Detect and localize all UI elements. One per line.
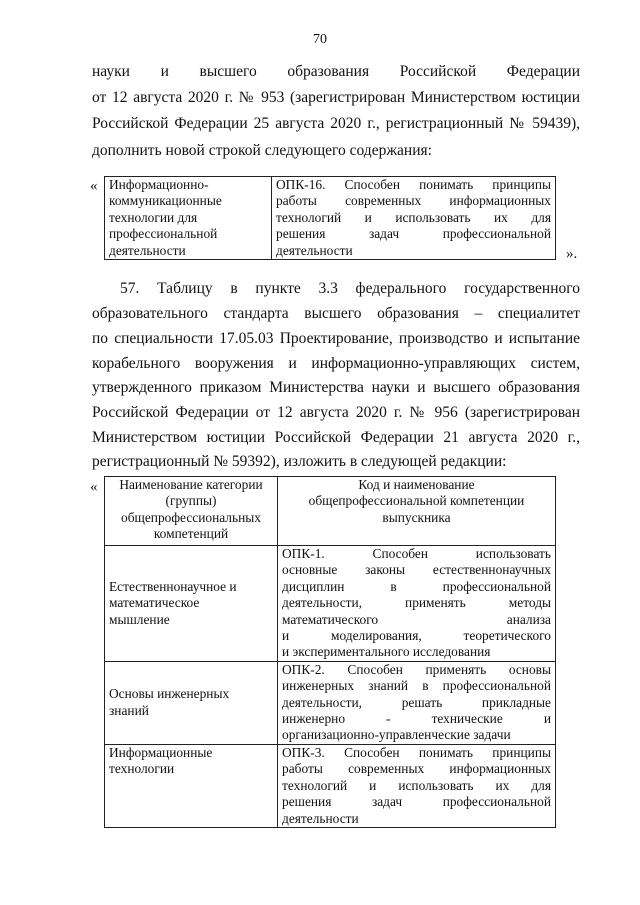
para1-line-3: Российской Федерации 25 августа 2020 г., регистрационный № 59439), [92, 115, 580, 132]
table1-right-cell [272, 177, 556, 260]
row1-right-line: и моделирования, теоретического [282, 628, 551, 644]
para2-line-4: корабельного вооружения и информационно-управляющих систем, [92, 355, 580, 372]
table1-right-line: технологий и использовать их для [276, 209, 551, 225]
row1-left-line: математическое [109, 595, 200, 611]
table2-row1-left [105, 546, 278, 662]
quote-open-1: « [90, 178, 98, 194]
table1-right-line: деятельности [276, 242, 353, 258]
header-right-line: общепрофессиональной компетенции [308, 493, 525, 509]
para2-line-3: по специальности 17.05.03 Проектирование, производство и испытание [92, 330, 580, 347]
table-1 [104, 176, 556, 260]
row3-right-line: деятельности [282, 810, 359, 826]
table1-right-line: решения задач профессиональной [276, 226, 551, 242]
row2-right-line: деятельности, решать прикладные [282, 694, 551, 710]
row2-right-line: инженерно - технические и [282, 711, 551, 727]
row1-left-line: мышление [109, 611, 170, 627]
table1-left-line: Информационно- [109, 177, 209, 192]
para1-line-1: науки и высшего образования Российской Федерации [92, 63, 580, 80]
table2-row3-right [278, 744, 556, 827]
table2-row2-right [278, 661, 556, 744]
table-row [105, 546, 556, 662]
header-left-line: (группы) [165, 493, 217, 509]
row3-right-line: решения задач профессиональной [282, 794, 551, 810]
table1-left-line: профессиональной [109, 226, 218, 242]
para2-line-2: образовательного стандарта высшего образования – специалитет [92, 305, 580, 322]
table-row [105, 177, 556, 260]
para2-line-5: утвержденного приказом Министерства науки и высшего образования [92, 379, 580, 396]
para1-line-2: от 12 августа 2020 г. № 953 (зарегистрирован Министерством юстиции [92, 89, 580, 106]
table2-header-right [278, 477, 556, 546]
row3-left-line: технологии [109, 761, 175, 777]
table-header-row [105, 477, 556, 546]
page-number: 70 [313, 32, 327, 47]
row2-right-line: организационно-управленческие задачи [282, 727, 511, 743]
row3-right-line: работы современных информационных [282, 761, 551, 777]
row2-right-line: ОПК-2. Способен применять основы [282, 661, 551, 677]
quote-close-1: ». [566, 246, 578, 262]
row1-right-line: основные законы естественнонаучных [282, 562, 551, 578]
table2-row2-left [105, 661, 278, 744]
header-left-line: компетенций [153, 526, 229, 542]
para1-line-4: дополнить новой строкой следующего содержания: [92, 142, 432, 159]
table2-header-left [105, 477, 278, 546]
para2-line-1: 57. Таблицу в пункте 3.3 федерального государственного [120, 280, 580, 297]
row2-left-line: Основы инженерных [109, 686, 230, 702]
table-row [105, 661, 556, 744]
row1-right-line: деятельности, применять методы [282, 595, 551, 611]
header-left-line: общепрофессиональных [121, 509, 261, 525]
table1-left-line: технологии для [109, 209, 198, 225]
table2-row3-left [105, 744, 278, 827]
row1-right-line: ОПК-1. Способен использовать [282, 546, 551, 561]
row1-left-line: Естественнонаучное и [109, 578, 237, 594]
table1-right-line: работы современных информационных [276, 193, 551, 209]
row2-right-line: инженерных знаний в профессиональной [282, 678, 551, 694]
table2-row1-right [278, 546, 556, 662]
para2-line-7: Министерством юстиции Российской Федерации 21 августа 2020 г., [92, 429, 580, 446]
row2-left-line: знаний [109, 702, 149, 718]
para2-line-8: регистрационный № 59392), изложить в следующей редакции: [92, 453, 507, 470]
table1-left-cell [105, 177, 272, 260]
table-2 [104, 476, 556, 828]
table1-left-line: деятельности [109, 242, 186, 258]
row1-right-line: и экспериментального исследования [282, 644, 491, 660]
row1-right-line: дисциплин в профессиональной [282, 578, 551, 594]
row3-right-line: технологий и использовать их для [282, 777, 551, 793]
table1-left-line: коммуникационные [109, 193, 222, 209]
para2-line-6: Российской Федерации от 12 августа 2020 г. № 956 (зарегистрирован [92, 404, 580, 421]
table1-right-line: ОПК-16. Способен понимать принципы [276, 177, 551, 192]
row3-right-line: ОПК-3. Способен понимать принципы [282, 744, 551, 760]
header-right-line: выпускника [382, 509, 451, 525]
row1-right-line: математического анализа [282, 611, 551, 627]
header-left-line: Наименование категории [119, 477, 263, 492]
row3-left-line: Информационные [109, 744, 213, 760]
header-right-line: Код и наименование [358, 477, 475, 492]
table-row [105, 744, 556, 827]
quote-open-2: « [90, 479, 98, 495]
